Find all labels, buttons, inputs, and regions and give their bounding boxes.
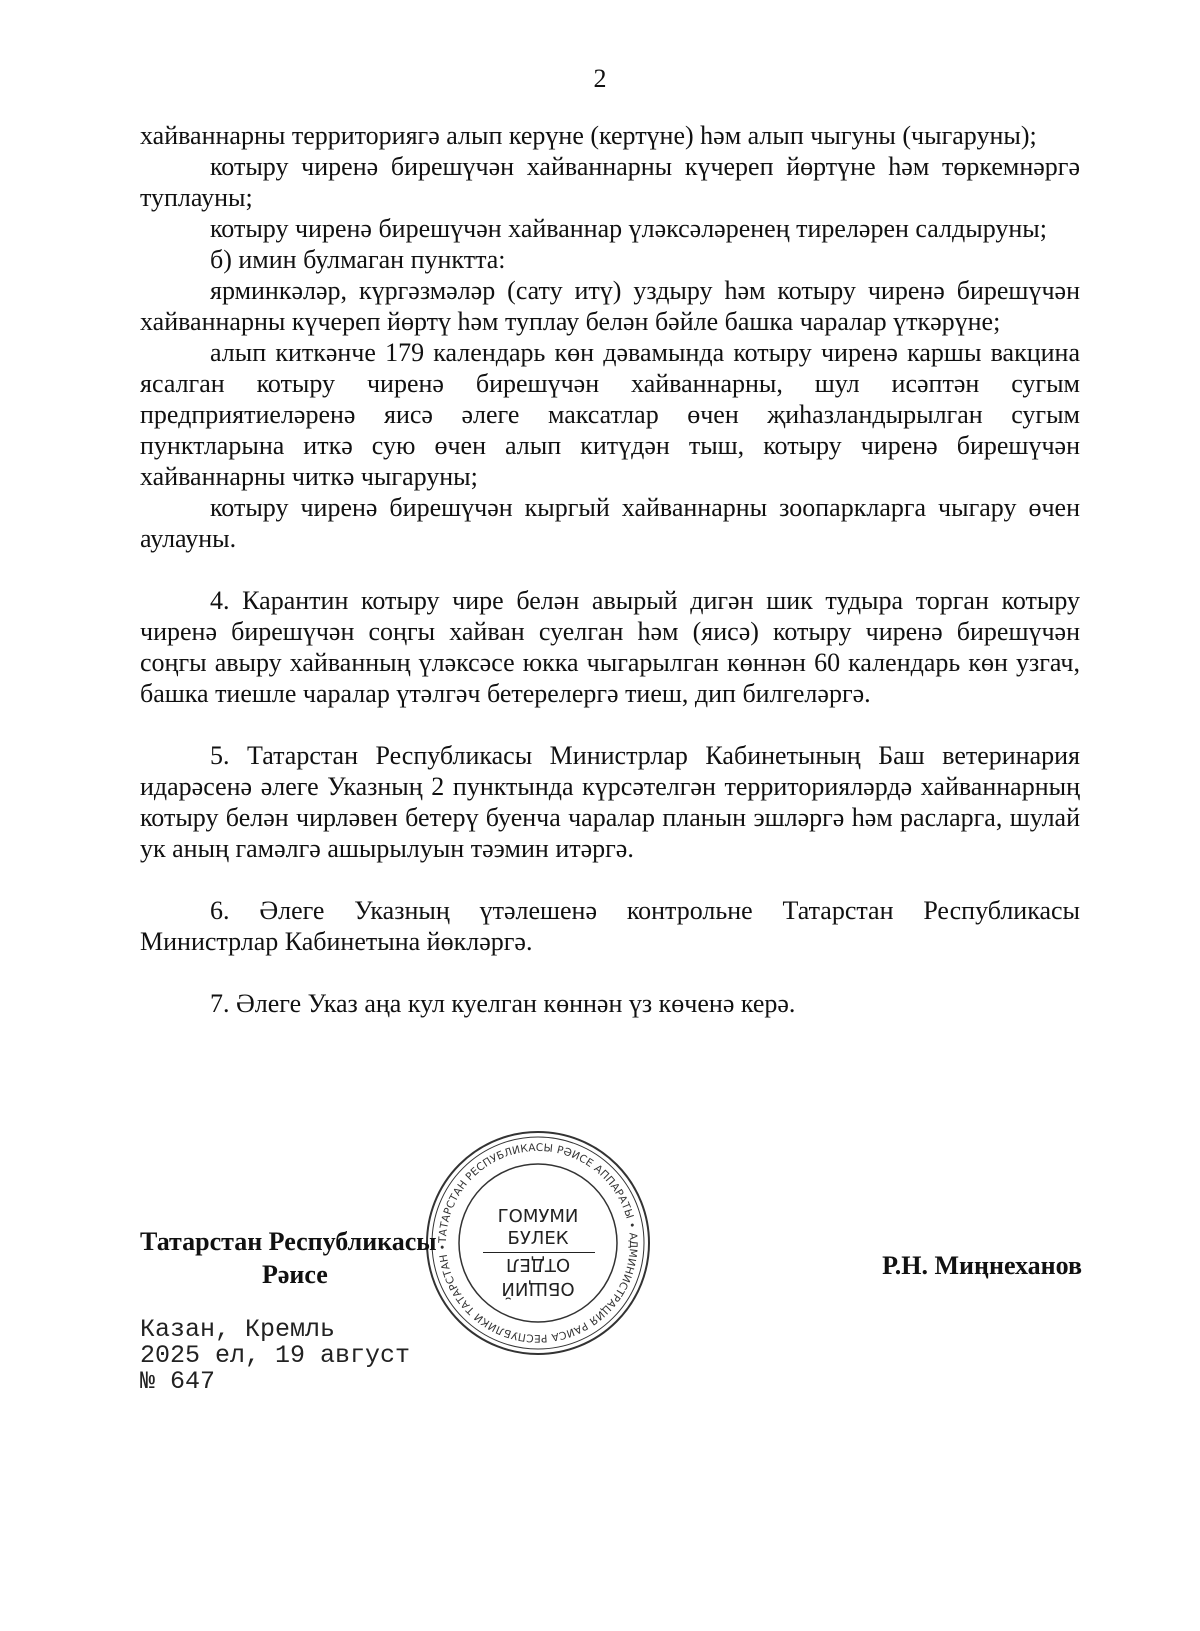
paragraph-gap bbox=[140, 864, 1080, 895]
paragraph: котыру чиренә бирешүчән кыргый хайваннарны зоопаркларга чыгару өчен аулауны. bbox=[140, 493, 1080, 553]
paragraph-gap bbox=[140, 957, 1080, 988]
stamp-line-3: ОТДЕЛ bbox=[505, 1254, 571, 1275]
document-number: № 647 bbox=[140, 1367, 216, 1396]
signatory-title-line-2: Рәисе bbox=[262, 1260, 328, 1289]
stamp-ring-text: ТАТАРСТАН РЕСПУБЛИКАСЫ РӘИСЕ АППАРАТЫ • АДМИНИСТРАЦИЯ РАИСА РЕСПУБЛИКИ ТАТАРСТАН • bbox=[436, 1141, 640, 1345]
stamp-line-4: ОБЩИЙ bbox=[501, 1278, 575, 1299]
official-stamp bbox=[423, 1128, 653, 1358]
paragraph: хайваннарны территориягә алып керүне (кертүне) һәм алып чыгуны (чыгаруны); bbox=[140, 121, 1037, 150]
stamp-line-1: ГОМУМИ bbox=[497, 1206, 579, 1227]
paragraph: 7. Әлеге Указ аңа кул куелган көннән үз көченә керә. bbox=[210, 989, 796, 1018]
place-date-block bbox=[140, 1317, 410, 1395]
stamp-line-2: БУЛЕК bbox=[507, 1228, 569, 1249]
page-number: 2 bbox=[593, 64, 607, 93]
paragraph: котыру чиренә бирешүчән хайваннар үләксәләренең тиреләрен салдыруны; bbox=[210, 214, 1047, 243]
stamp-divider bbox=[483, 1252, 595, 1253]
document-body bbox=[140, 120, 1080, 1019]
paragraph-gap bbox=[140, 554, 1080, 585]
paragraph: б) имин булмаган пунктта: bbox=[210, 245, 506, 274]
signatory-name: Р.Н. Миңнеханов bbox=[882, 1251, 1082, 1280]
signatory-title bbox=[140, 1225, 437, 1291]
paragraph: котыру чиренә бирешүчән хайваннарны күчереп йөртүне һәм төркемнәргә туплауны; bbox=[140, 152, 1080, 212]
signatory-title-line-1: Татарстан Республикасы bbox=[140, 1227, 437, 1256]
signing-date: 2025 ел, 19 август bbox=[140, 1341, 411, 1370]
paragraph-gap bbox=[140, 709, 1080, 740]
paragraph: 6. Әлеге Указның үтәлешенә контрольне Татарстан Республикасы Министрлар Кабинетына йөкләргә. bbox=[140, 896, 1080, 956]
paragraph: алып киткәнче 179 календарь көн дәвамында котыру чиренә каршы вакцина ясалган котыру чиренә бирешүчән хайваннарны, шул исәптән сугым предприятиеләренә яисә әлеге максатлар өчен җиһазландырылган сугым пунктларына иткә сую өчен алып китүдән тыш, котыру чиренә бирешүчән хайваннарны читкә чыгаруны; bbox=[140, 338, 1080, 491]
paragraph: 5. Татарстан Республикасы Министрлар Кабинетының Баш ветеринария идарәсенә әлеге Указның 2 пунктында күрсәтелгән территорияләрдә хайваннарның котыру белән чирләвен бетерү буенча чаралар планын эшләргә һәм расларга, шулай ук аның гамәлгә ашырылуын тәэмин итәргә. bbox=[140, 741, 1080, 863]
paragraph: 4. Карантин котыру чире белән авырый дигән шик тудыра торган котыру чиренә бирешүчән соңгы хайван суелган һәм (яисә) котыру чиренә бирешүчән соңгы авыру хайванның үләксәсе юкка чыгарылган көннән 60 календарь көн узгач, башка тиешле чаралар үтәлгәч бетерелергә тиеш, дип билгеләргә. bbox=[140, 586, 1080, 708]
paragraph: ярминкәләр, күргәзмәләр (сату итү) уздыру һәм котыру чиренә бирешүчән хайваннарны күчереп йөртү һәм туплау белән бәйле башка чаралар үткәрүне; bbox=[140, 276, 1080, 336]
signing-place: Казан, Кремль bbox=[140, 1315, 336, 1344]
